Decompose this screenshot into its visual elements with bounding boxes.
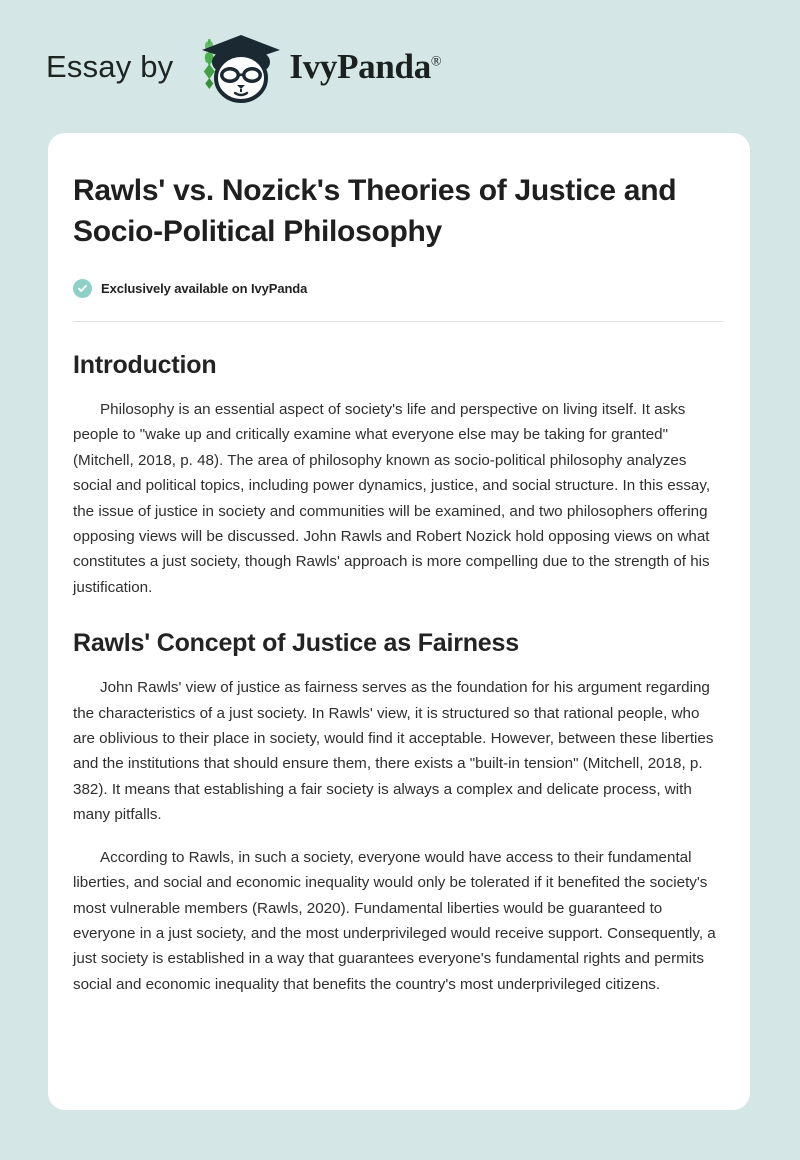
brand-logo[interactable] (187, 31, 441, 103)
paragraph: Philosophy is an essential aspect of society's life and perspective on living itself. It asks people to "wake up and critically examine what everyone else may be taking for granted" (Mitchell, 2018, p. 48). The area of philosophy known as socio-political philosophy analyzes social and political topics, including power dynamics, justice, and social structure. In this essay, the issue of justice in society and communities will be examined, and two philosophers offering opposing views will be discussed. John Rawls and Robert Nozick hold opposing views on what constitutes a just society, though Rawls' approach is more compelling due to the strength of his justification. (73, 401, 711, 596)
paragraph: John Rawls' view of justice as fairness serves as the foundation for his argument regarding the characteristics of a just society. In Rawls' view, it is structured so that rational people, who are oblivious to their place in society, would find it acceptable. However, between these liberties and the institutions that should ensure them, there exists a "built-in tension" (Mitchell, 2018, p. 382). It means that establishing a fair society is always a complex and delicate process, with many pitfalls. (73, 679, 714, 824)
brand-prefix-text: Essay by (46, 48, 174, 84)
page-title: Rawls' vs. Nozick's Theories of Justice and Socio-Political Philosophy (73, 174, 677, 248)
exclusive-availability-label: Exclusively available on IvyPanda (101, 281, 308, 296)
ivypanda-panda-graduate-logo-icon (187, 31, 295, 103)
registered-trademark-symbol: ® (430, 53, 442, 69)
brand-wordmark (289, 47, 441, 87)
section-heading-rawls-concept: Rawls' Concept of Justice as Fairness (73, 629, 519, 658)
paragraph: According to Rawls, in such a society, everyone would have access to their fundamental liberties, and social and economic inequality would only be tolerated if it benefited the society's most vulnerable members (Rawls, 2020). Fundamental liberties would be guaranteed to everyone in a just society, and the most underprivileged would receive support. Consequently, a just society is established in a way that guarantees everyone's fundamental rights and permits social and economic inequality that benefits the country's most underprivileged citizens. (73, 848, 716, 993)
essay-document-card (48, 133, 750, 1110)
header-divider (73, 321, 723, 322)
brand-header (0, 0, 800, 133)
exclusive-availability-badge (73, 279, 723, 298)
brand-wordmark-text: IvyPanda (289, 46, 431, 86)
check-circle-icon (73, 279, 92, 298)
section-heading-introduction: Introduction (73, 351, 217, 379)
